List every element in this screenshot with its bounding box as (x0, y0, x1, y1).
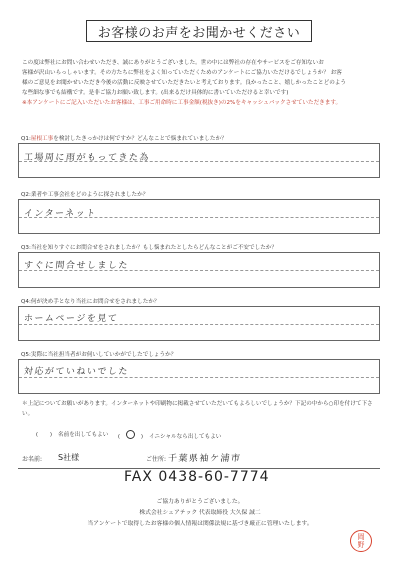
question-1-label: Q1:屋根工事を検討したきっかけは何ですか？どんなことで悩まれていましたか？ (21, 136, 227, 142)
name-label: お名前: (22, 456, 43, 463)
thanks-text: ご協力ありがとうございました。 (156, 499, 244, 505)
page-title: お客様のお声をお聞かせください (86, 20, 312, 42)
question-2-label: Q2:業者や工事会社をどのように探されましたか？ (21, 192, 149, 198)
name-value[interactable]: S社様 (58, 453, 80, 462)
approval-stamp: 岡 野 (350, 530, 372, 552)
customer-info-row (18, 450, 380, 469)
consent-option-initial[interactable]: ( ) イニシャルなら出してもよい (112, 430, 221, 440)
question-1-highlight: 屋根工事 (30, 136, 54, 142)
selected-circle-icon (126, 430, 135, 439)
question-1-answer: 工場周に雨がもってきた為 (23, 153, 151, 163)
cashback-note: ※本アンケートにご記入いただいたお客様は、工事ご用命時に工事金額(税抜き)の2%をキャッシュバックさせていただきます。 (22, 100, 342, 106)
intro-line: 様のご意見をお聞かせいただき今後の活動に反映させていただきたいと考えております。良かったこと、嬉しかったことどのよう (22, 80, 346, 86)
fax-number: FAX 0438-60-7774 (124, 469, 270, 485)
question-2-answer: インターネット (23, 209, 98, 219)
consent-option-initial-label: イニシャルなら出してもよい (149, 434, 222, 440)
consent-text: ＊上記についてお願いがあります。インターネットや印刷物に掲載させていただいてもよろしいでしょうか？下記の中から○印を付けて下さい。 (22, 401, 373, 417)
question-5-answer: 対応がていねいでした (23, 367, 130, 377)
privacy-note: 当アンケートで取得したお客様の個人情報は関係法規に基づき厳正に管理いたします。 (87, 521, 313, 527)
question-4-label: Q4:何が決め手となり当社にお問合せをされましたか？ (21, 299, 160, 305)
intro-line: な些細な事でも結構です。是非ご協力お願い致します。(出来るだけ具体的に書いていただけると幸いです) (22, 90, 289, 96)
question-4-answer: ホームページを見て (23, 314, 119, 324)
address-value[interactable]: 千葉県袖ケ浦市 (167, 454, 242, 464)
address-label: ご住所: (146, 456, 167, 463)
intro-line: この度は弊社にお問い合わせいただき、誠にありがとうございました。世の中には弊社の存在やサービスをご存知ないお (22, 60, 324, 66)
company-signature: 株式会社シェアテック 代表取締役 大久保 誠二 (139, 510, 261, 516)
question-3-label: Q3:当社を知りすぐにお問合せをされましたか？もし悩まれたとしたらどんなことがご不安でしたか？ (21, 245, 277, 251)
intro-text (22, 58, 382, 108)
intro-line: 客様が沢山いらっしゃいます。その方たちに弊社をよく知っていただくためのアンケートにご協力いただけるでしょうか？ お客 (22, 70, 342, 76)
consent-option-name[interactable]: ( ) 名前を出してもよい (35, 432, 109, 438)
question-5-label: Q5:実際に当社担当者がお伺いしていかがでしたでしょうか？ (21, 352, 177, 358)
consent-option-name-label: 名前を出してもよい (58, 432, 109, 438)
question-3-answer: すぐに問合せしました (23, 261, 130, 271)
